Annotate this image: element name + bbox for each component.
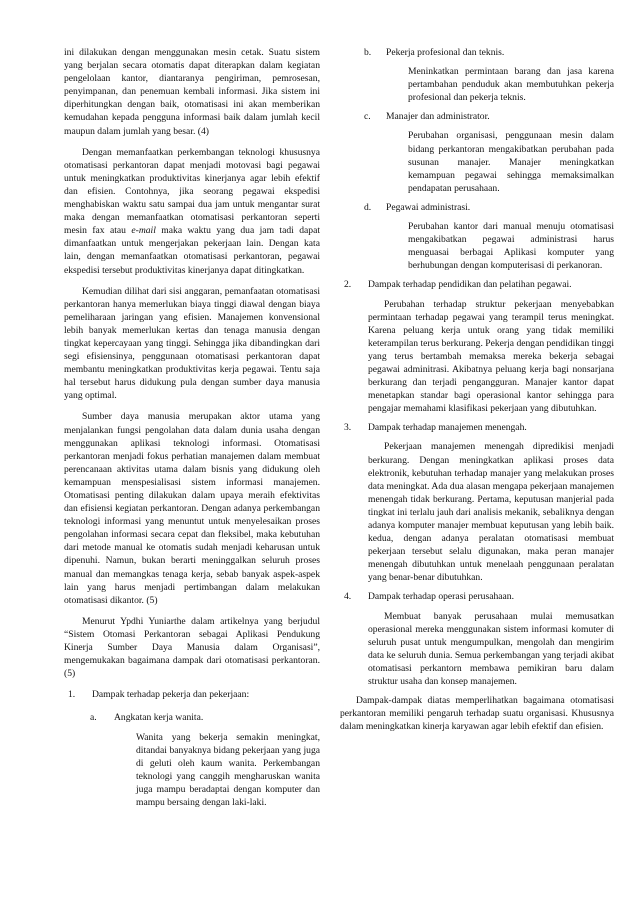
list-item-title: Dampak terhadap pendidikan dan pelatihan pegawai.	[368, 279, 572, 291]
paragraph-budget: Kemudian dilihat dari sisi anggaran, pemanfaatan otomatisasi perkantoran hanya memerlukan biaya tinggi diawal dengan biaya pemeliharaan jaringan yang efisien. Manajemen konvensional lebih banyak memerlukan kertas dan tenaga manusia dengan tingkat kepercayaan yang tinggi. Sehingga jika dibandingkan dari segi efisiensinya, penggunaan otomatisasi perkantoran dapat membantu meningkatkan produktivitas kerja pegawai. Tentu saja hal tersebut harus didukung pula dengan sumber daya manusia yang optimal.	[64, 285, 320, 402]
list-item-text: Pekerjaan manajemen menengah dipredikisi menjadi berkurang. Dengan meningkatkan aplikasi proses data elektronik, kebutuhan terhadap manajer yang melakukan proses data meningkat. Ada dua alasan mengapa pekerjaan manajemen menengah tidak berkurang. Pertama, keputusan manjerial pada tingkat ini terlalu jauh dari analisis mekanik, sebaliknya dengan adanya komputer manajer membuat keputusan yang lebih baik. kedua, dengan adanya peralatan otomatisasi membuat pekerjaan tersebut selalu digunakan, maka peran manajer menengah dibutuhkan untuk menelaah penggunaan peralatan yang benar-benar dibutuhkan.	[368, 441, 614, 584]
list-letter: b.	[364, 47, 372, 58]
list-item-1a	[64, 711, 320, 809]
list-item-title: Dampak terhadap manajemen menengah.	[368, 422, 527, 434]
list-item-b	[340, 46, 614, 104]
list-item-title: Angkatan kerja wanita.	[114, 712, 204, 724]
list-item-text: Meninkatkan permintaan barang dan jasa karena pertambahan penduduk akan membutuhkan pekerja profesional dan pekerja teknis.	[408, 66, 614, 104]
list-item-title: Manajer dan administrator.	[386, 111, 490, 123]
list-letter: d.	[364, 201, 372, 213]
list-item-text: Membuat banyak perusahaan mulai memusatkan operasional mereka menggunakan sistem informasi komuter di seluruh pusat untuk mengumpulkan, mengolah dan mengirim data ke seluruh dunia. Semua perkembangan yang terjadi akibat otomatisasi perkantorn membawa pemikiran baru dalam struktur usaha dan konsep manajemen.	[368, 610, 614, 688]
paragraph-closing: Dampak-dampak diatas memperlihatkan bagaimana otomatisasi perkantoran memiliki pengaruh terhadap suatu organisasi. Khususnya dalam meningkatkan kinerja karyawan agar lebih efektif dan efisien.	[340, 695, 614, 733]
paragraph-yuniarthe: Menurut Ypdhi Yuniarthe dalam artikelnya yang berjudul “Sistem Otomasi Perkantoran sebagai Aplikasi Pendukung Kinerja Sumber Daya Manusia dalam Organisasi”, mengemukakan bagaimana dampak dari otomatisasi perkantoran. (5)	[64, 615, 320, 680]
list-item-text: Perubahan kantor dari manual menuju otomatisasi mengakibatkan pegawai administrasi harus menguasai berbagai Aplikasi komputer yang berhubungan dengan komputerisasi di perkanoran.	[408, 221, 614, 272]
list-item-text: Wanita yang bekerja semakin meningkat, ditandai banyaknya bidang pekerjaan yang juga di geluti oleh kaum wanita. Perkembangan teknologi yang canggih mengharuskan wanita juga mampu beradaptai dengan komputer dan mampu bersaing dengan laki-laki.	[136, 731, 320, 808]
right-column	[340, 46, 614, 741]
list-item-3	[340, 421, 614, 584]
list-number: 1.	[68, 689, 76, 701]
list-item-text: Perubahan terhadap struktur pekerjaan menyebabkan permintaan terhadap pegawai yang terampil terus meningkat. Karena peluang kerja untuk orang yang tidak memiliki keterampilan terus berkurang. Pekerja dengan pendidikan tinggi yang terus bertambah memaksa mereka bekerja sebagai pegawai adminitrasi. Akibatnya peluang kerja bagi nonsarjana berkurang dan terjadi pengangguran. Manajer kantor dapat menetapkan standar bagi operasional kantor sehingga para pengajar memahami klasifikasi pekerjaan yang dibutuhkan.	[368, 298, 614, 415]
paragraph-motivation-part1: Dengan memanfaatkan perkembangan teknologi khususnya otomatisasi perkantoran dapat menjadi motovasi bagi pegawai untuk meningkatkan produktivitas kinerjanya agar lebih efektif dan efisien. Contohnya, jika seorang pegawai ekspedisi menghabiskan waktu satu sampai dua jam untuk mengantar surat maka dengan memanfaatkan otomatisasi perkantoran seperti mesin fax atau	[64, 146, 320, 237]
list-item-title: Pegawai administrasi.	[386, 201, 471, 213]
email-term: e-mail	[131, 225, 156, 237]
list-number: 2.	[344, 279, 352, 291]
list-item-d	[340, 201, 614, 272]
list-item-text: Perubahan organisasi, penggunaan mesin dalam bidang perkantoran mengakibatkan perubahan pada susunan manajer. Manajer meningkatkan kemampuan pegawai sehingga memaksimalkan pendapatan perusahaan.	[408, 130, 614, 194]
list-number: 4.	[344, 591, 352, 603]
list-item-c	[340, 110, 614, 195]
paragraph-motivation	[64, 146, 320, 277]
list-number: 3.	[344, 422, 352, 434]
list-item-title: Pekerja profesional dan teknis.	[386, 47, 505, 58]
paragraph-motivation-part2: maka waktu yang dua jam tadi dapat dimanfaatkan untuk mengerjakan pekerjaan lain. Dengan kata lain, dengan memanfaatkan otomatisasi perkantoran, pegawai ekspedisi tersebut produktivitas kinerjanya dapat ditingkatkan.	[64, 225, 321, 276]
left-column	[64, 46, 320, 815]
list-letter: c.	[364, 111, 371, 123]
list-letter: a.	[90, 712, 97, 724]
list-item-1	[64, 688, 320, 701]
list-item-2	[340, 278, 614, 415]
list-item-title: Dampak terhadap pekerja dan pekerjaan:	[92, 689, 250, 701]
list-item-4	[340, 590, 614, 688]
list-item-title: Dampak terhadap operasi perusahaan.	[368, 591, 514, 603]
paragraph-intro: ini dilakukan dengan menggunakan mesin cetak. Suatu sistem yang berjalan secara otomatis dapat diterapkan dalam kegiatan pengelolaan kantor, diantaranya pengiriman, pemrosesan, penyimpanan, dan penemuan kembali informasi. Jika sistem ini diperhitungkan dengan baik, otomatisasi ini akan memberikan kemudahan kepada pengguna informasi baik dalam jumlah kecil maupun dalam jumlah yang besar. (4)	[64, 47, 320, 137]
paragraph-human-resources: Sumber daya manusia merupakan aktor utama yang menjalankan fungsi pengolahan data dalam dunia usaha dengan menggunakan aplikasi teknologi informasi. Otomatisasi perkantoran menjadi fokus perhatian manajemen dalam membuat perencanaan aktivitas utama dalam bisnis yang didukung oleh kemampuan menspesialisasi sistem informasi manajemen. Otomatisasi penting dilakukan dalam upaya meraih efektivitas dan efisiensi kegiatan perkantoran. Dengan adanya perkembangan teknologi informasi yang menuntut untuk menyelesaikan proses pengolahan informasi secara cepat dan fleksibel, maka kebutuhan dari metode manual ke otomatis sudah menjadi keharusan untuk dipenuhi. Namun, bukan berarti meninggalkan seluruh proses manual dan memangkas tenaga kerja, sebab banyak aspek-aspek lain yang harus menjadi pertimbangan dalam melakukan otomatisasi dikantor. (5)	[64, 411, 320, 606]
